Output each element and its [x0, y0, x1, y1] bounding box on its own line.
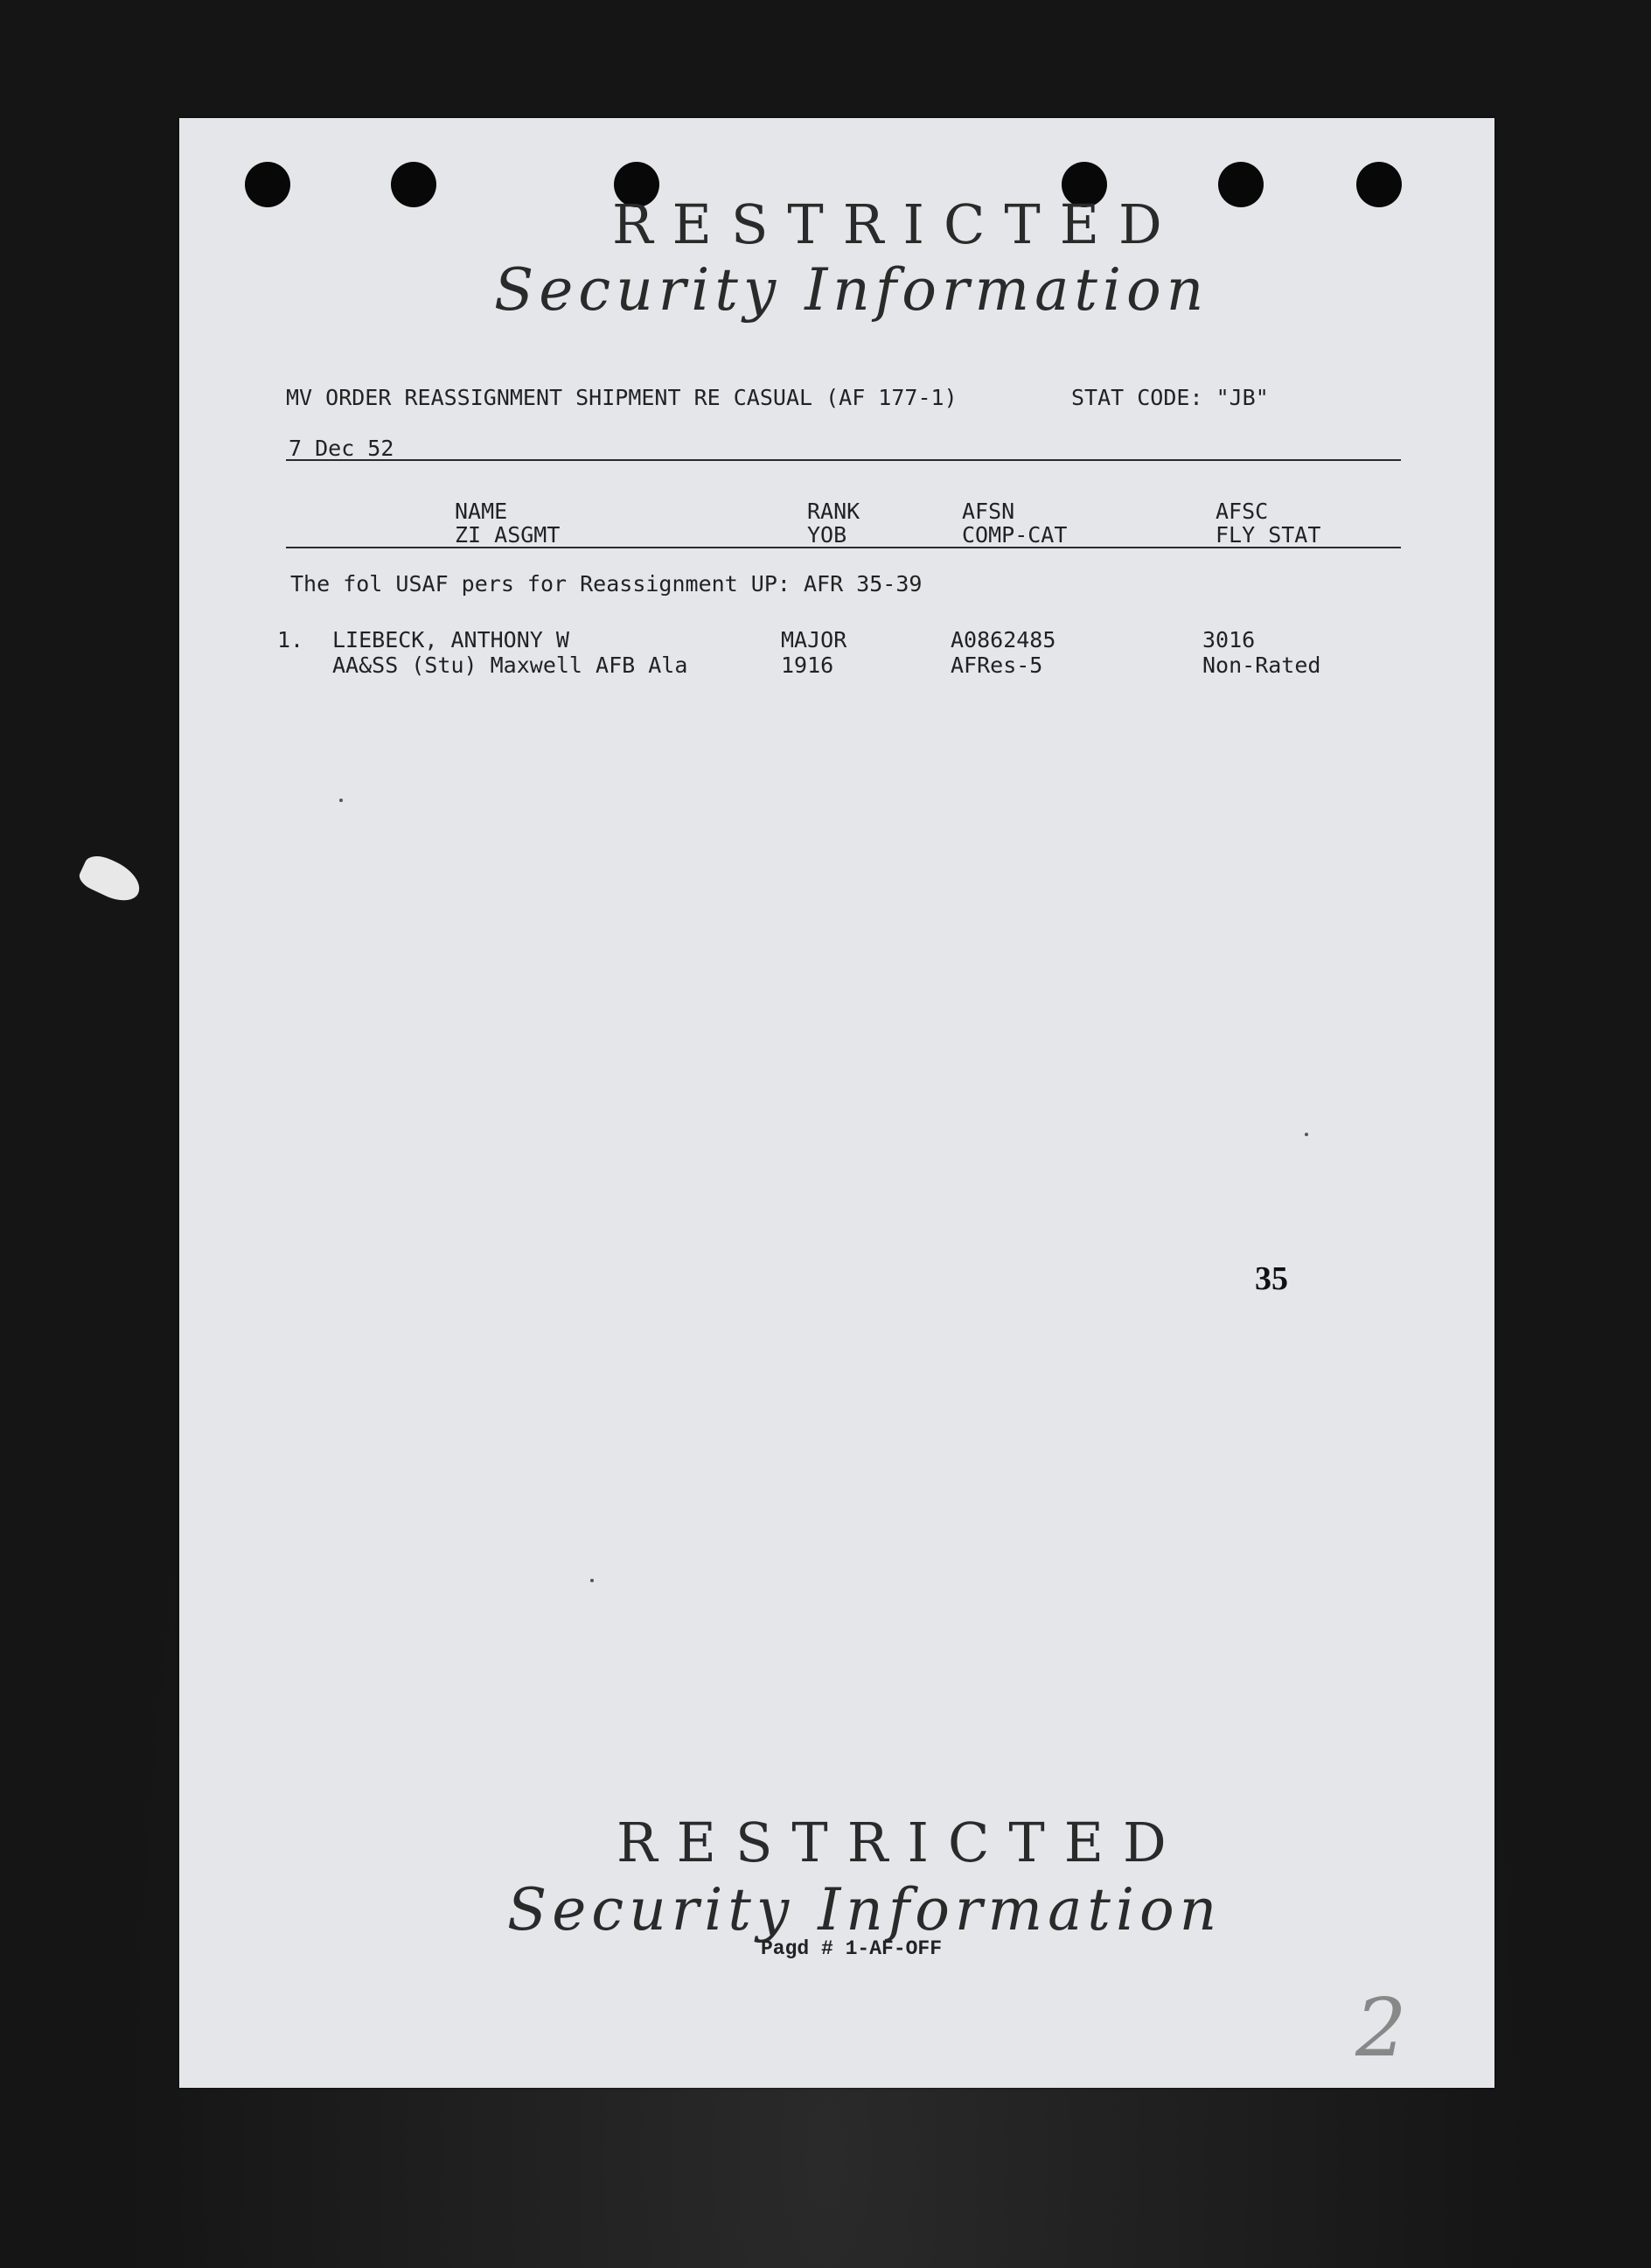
column-afsn-header: AFSN — [962, 499, 1015, 524]
intro-text: The fol USAF pers for Reassignment UP: AFR 35-39 — [290, 571, 923, 597]
date-rule — [286, 459, 1401, 461]
speck — [590, 1579, 594, 1582]
entry-rank: MAJOR — [781, 627, 847, 652]
order-date: 7 Dec 52 — [289, 436, 394, 461]
column-yob-header: YOB — [807, 522, 847, 548]
stamped-page-number: 35 — [1255, 1260, 1288, 1297]
header-rule — [286, 547, 1401, 548]
column-name-header: NAME — [455, 499, 508, 524]
column-zi-asgmt-header: ZI ASGMT — [455, 522, 561, 548]
entry-afsc: 3016 — [1202, 627, 1256, 652]
entry-afsn: A0862485 — [951, 627, 1056, 652]
entry-comp-cat: AFRes-5 — [951, 652, 1043, 678]
stat-code: STAT CODE: "JB" — [1071, 385, 1269, 410]
speck — [1305, 1133, 1308, 1136]
punch-hole — [245, 162, 290, 207]
column-comp-cat-header: COMP-CAT — [962, 522, 1068, 548]
entry-number: 1. — [277, 627, 304, 652]
restricted-stamp-bottom: RESTRICTED — [617, 1811, 1186, 1874]
document-page — [179, 118, 1494, 2088]
column-rank-header: RANK — [807, 499, 860, 524]
speck — [339, 799, 343, 802]
punch-hole — [1356, 162, 1402, 207]
entry-name: LIEBECK, ANTHONY W — [332, 627, 569, 652]
entry-fly-stat: Non-Rated — [1202, 652, 1321, 678]
security-information-stamp-bottom: Security Information — [507, 1876, 1223, 1944]
entry-assignment: AA&SS (Stu) Maxwell AFB Ala — [332, 652, 688, 678]
punch-hole — [1218, 162, 1264, 207]
corner-handwritten-number: 2 — [1355, 1981, 1407, 2075]
column-afsc-header: AFSC — [1216, 499, 1269, 524]
security-information-stamp-top: Security Information — [494, 256, 1209, 324]
footer-text: Pagd # 1-AF-OFF — [761, 1937, 943, 1960]
column-fly-stat-header: FLY STAT — [1216, 522, 1321, 548]
restricted-stamp-top: RESTRICTED — [612, 192, 1181, 256]
order-title: MV ORDER REASSIGNMENT SHIPMENT RE CASUAL (AF 177-1) — [286, 385, 958, 410]
entry-yob: 1916 — [781, 652, 834, 678]
punch-hole — [391, 162, 436, 207]
